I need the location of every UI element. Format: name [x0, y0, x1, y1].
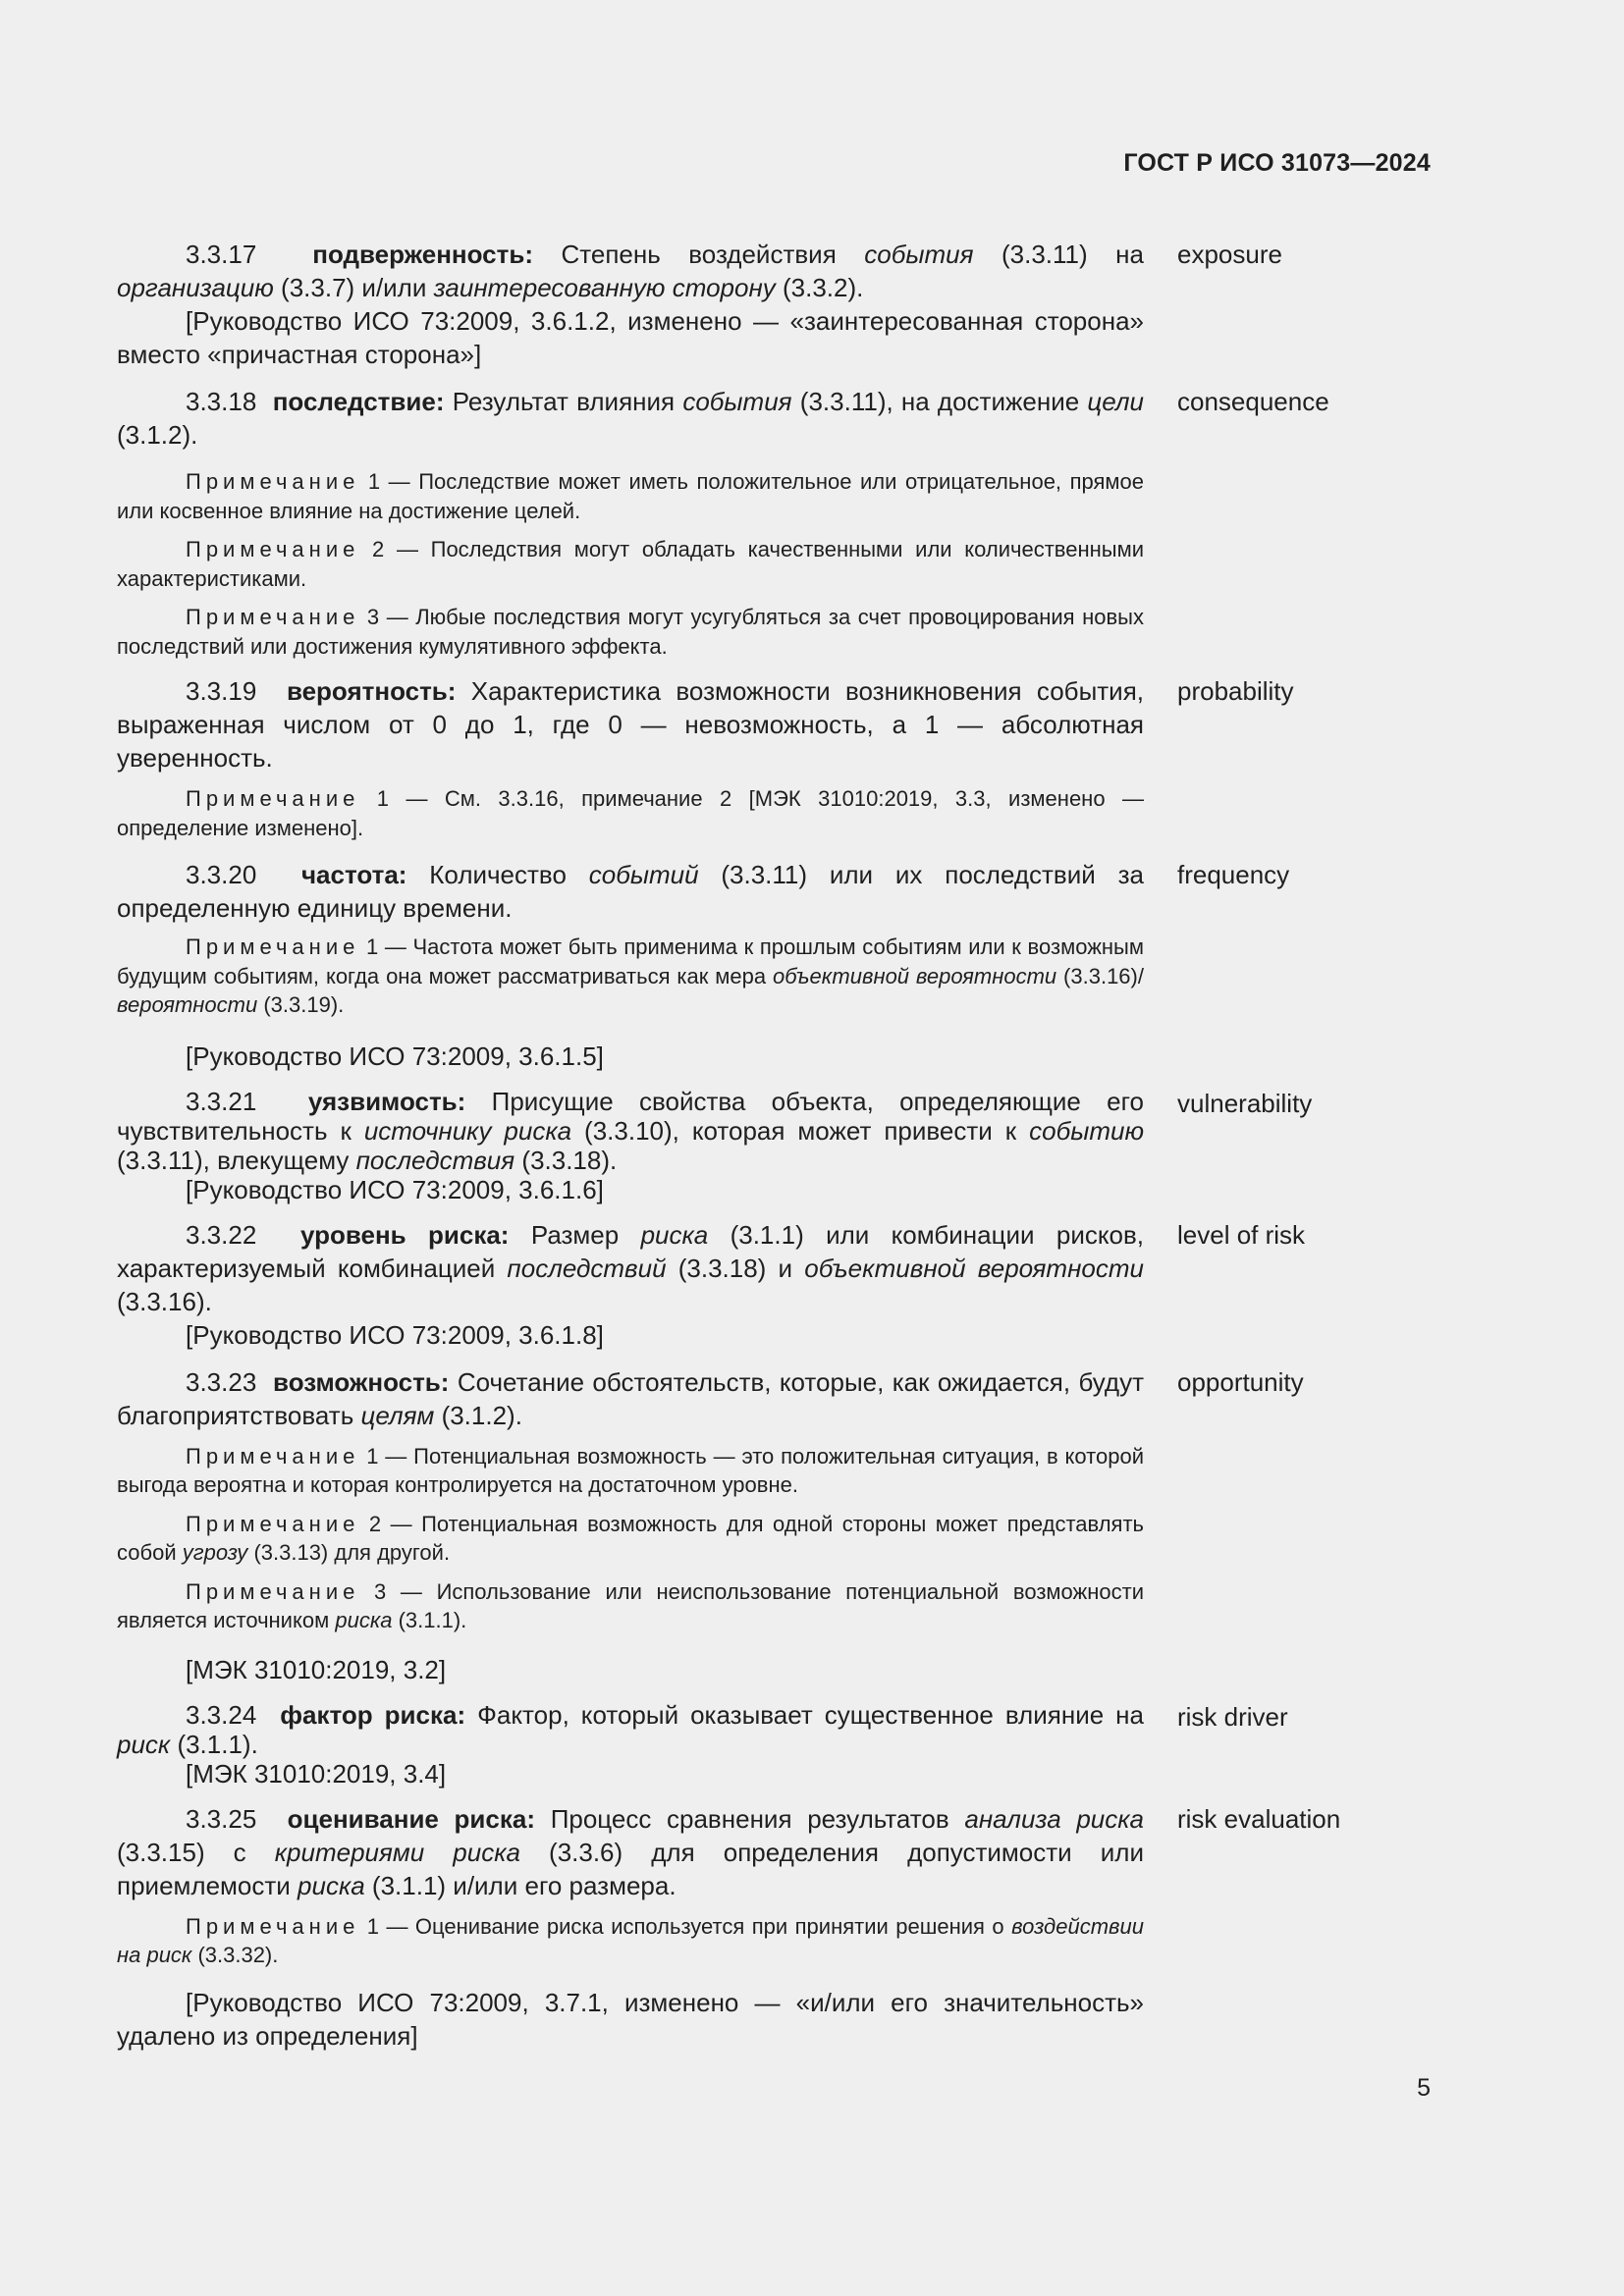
term-source: [Руководство ИСО 73:2009, 3.6.1.6]: [186, 1174, 604, 1204]
term-definition: 3.3.25 оценивание риска: Процесс сравнения результатов анализа риска (3.3.15) с критериями риска (3.3.6) для определения допустимости или приемлемости риска (3.1.1) и/или его размера.: [117, 1803, 1145, 1900]
term-entry-risk-evaluation: [117, 1802, 1354, 2053]
page-number: 5: [1417, 2074, 1431, 2102]
term-name: фактор риска:: [280, 1699, 466, 1730]
term-name: возможность:: [273, 1366, 450, 1397]
term-note: Примечание 1 — Последствие может иметь положительное или отрицательное, прямое или косвенное влияние на достижение целей.: [117, 469, 1144, 523]
english-equivalent: risk evaluation: [1177, 1803, 1341, 1834]
english-equivalent: opportunity: [1177, 1366, 1304, 1397]
english-equivalent: probability: [1177, 676, 1294, 706]
term-entry-frequency: [117, 858, 1354, 1073]
english-equivalent: consequence: [1177, 387, 1329, 416]
term-name: уязвимость:: [307, 1086, 466, 1116]
term-name: оценивание риска:: [287, 1803, 536, 1834]
term-definition: 3.3.17 подверженность: Степень воздействия события (3.3.11) на организацию (3.3.7) и/или заинтересованную сторону (3.3.2).: [117, 240, 1144, 302]
term-definition: 3.3.20 частота: Количество событий (3.3.11) или их последствий за определенную единицу времени.: [117, 860, 1144, 923]
term-note: Примечание 2 — Потенциальная возможность для одной стороны может представлять собой угрозу (3.3.13) для другой.: [117, 1511, 1144, 1565]
term-note: Примечание 3 — Использование или неиспользование потенциальной возможности является источником риска (3.1.1).: [117, 1578, 1144, 1632]
english-equivalent: frequency: [1177, 860, 1290, 889]
term-source: [МЭК 31010:2019, 3.2]: [186, 1654, 447, 1684]
english-equivalent: exposure: [1177, 240, 1282, 269]
english-equivalent: vulnerability: [1177, 1088, 1313, 1118]
term-note: Примечание 1 — Оценивание риска используется при принятии решения о воздействии на риск (3.3.32).: [117, 1913, 1144, 1967]
term-entry-level-of-risk: [117, 1218, 1354, 1352]
term-definition: 3.3.19 вероятность: Характеристика возможности возникновения события, выраженная числом от 0 до 1, где 0 — невозможность, а 1 — абсолютная уверенность.: [117, 676, 1144, 773]
terms-list: [117, 238, 1354, 2053]
term-entry-exposure: [117, 238, 1354, 371]
term-note: Примечание 1 — См. 3.3.16, примечание 2 [МЭК 31010:2019, 3.3, изменено — определение изменено].: [117, 786, 1144, 840]
term-note: Примечание 2 — Последствия могут обладать качественными или количественными характеристиками.: [117, 537, 1144, 591]
term-note: Примечание 3 — Любые последствия могут усугубляться за счет провоцирования новых последствий или достижения кумулятивного эффекта.: [117, 605, 1144, 659]
term-name: уровень риска:: [300, 1219, 510, 1250]
term-definition: 3.3.21 уязвимость: Присущие свойства объекта, определяющие его чувствительность к источнику риска (3.3.10), которая может привести к событию (3.3.11), влекущему последствия (3.3.18).: [117, 1086, 1144, 1175]
term-source: [Руководство ИСО 73:2009, 3.6.1.5]: [186, 1041, 604, 1071]
term-definition: 3.3.18 последствие: Результат влияния события (3.3.11), на достижение цели (3.1.2).: [117, 387, 1144, 450]
term-source: [Руководство ИСО 73:2009, 3.6.1.8]: [186, 1319, 604, 1350]
english-equivalent: risk driver: [1177, 1701, 1288, 1732]
term-definition: 3.3.22 уровень риска: Размер риска (3.1.1) или комбинации рисков, характеризуемый комбинацией последствий (3.3.18) и объективной вероятности (3.3.16).: [117, 1219, 1145, 1316]
term-entry-vulnerability: [117, 1087, 1354, 1204]
term-note: Примечание 1 — Частота может быть применима к прошлым событиям или к возможным будущим событиям, когда она может рассматриваться как мера объективной вероятности (3.3.16)/вероятности (3.3.19).: [117, 934, 1144, 1017]
term-name: подверженность:: [312, 240, 533, 269]
term-name: последствие:: [272, 387, 445, 416]
term-entry-consequence: [117, 385, 1354, 661]
term-source: [Руководство ИСО 73:2009, 3.6.1.2, изменено — «заинтересованная сторона» вместо «причастная сторона»]: [117, 306, 1144, 369]
term-definition: 3.3.24 фактор риска: Фактор, который оказывает существенное влияние на риск (3.1.1).: [117, 1699, 1144, 1759]
document-code-header: ГОСТ Р ИСО 31073—2024: [1123, 149, 1431, 177]
term-name: вероятность:: [286, 676, 457, 706]
term-entry-opportunity: [117, 1365, 1354, 1686]
term-source: [Руководство ИСО 73:2009, 3.7.1, изменено — «и/или его значительность» удалено из определения]: [117, 1987, 1144, 2051]
term-entry-risk-driver: [117, 1700, 1354, 1789]
term-entry-probability: [117, 674, 1354, 842]
term-name: частота:: [300, 860, 407, 889]
english-equivalent: level of risk: [1177, 1219, 1306, 1250]
term-note: Примечание 1 — Потенциальная возможность — это положительная ситуация, в которой выгода вероятна и которая контролируется на достаточном уровне.: [117, 1443, 1144, 1497]
term-source: [МЭК 31010:2019, 3.4]: [186, 1758, 447, 1789]
term-definition: 3.3.23 возможность: Сочетание обстоятельств, которые, как ожидается, будут благоприятствовать целям (3.1.2).: [117, 1366, 1144, 1430]
